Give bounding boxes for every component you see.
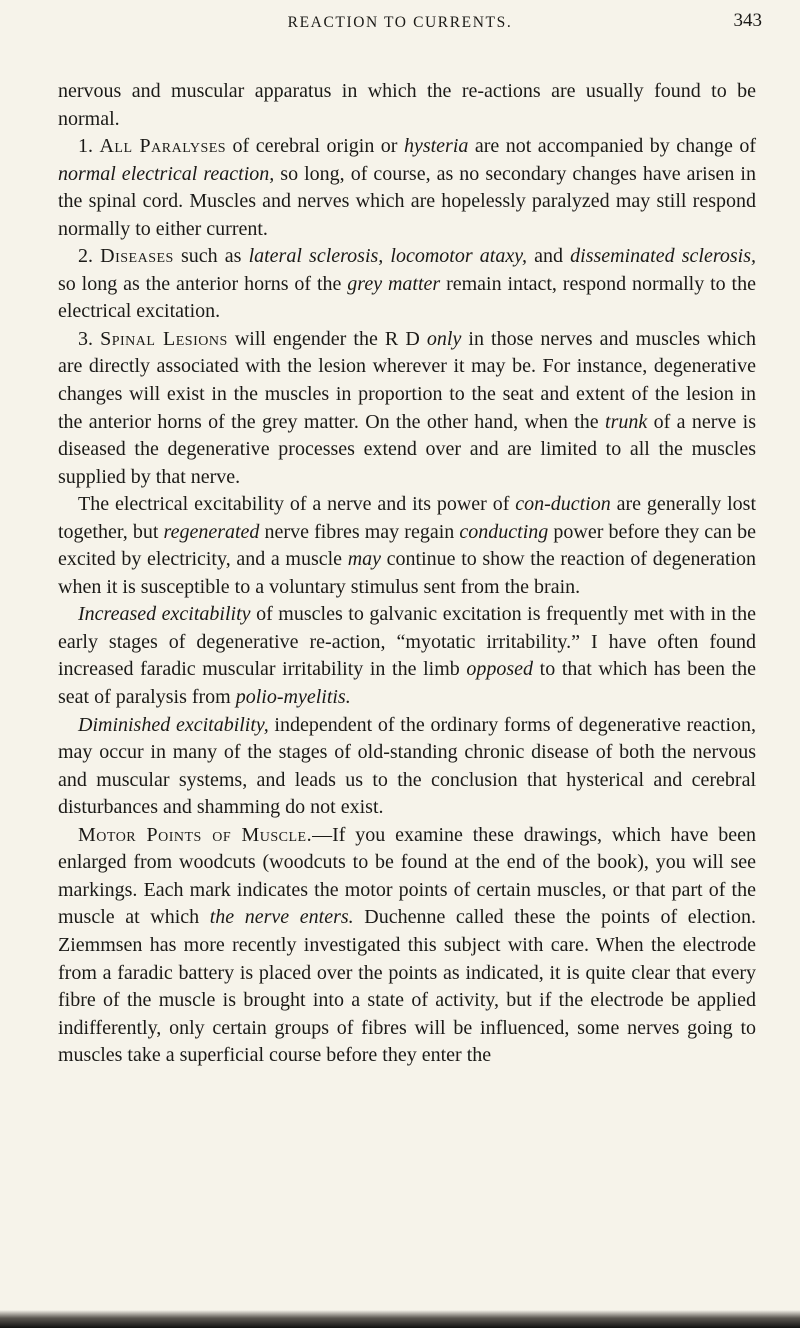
text-run: of cerebral origin or — [226, 135, 404, 158]
text-run: so long as the anterior horns of the — [58, 272, 348, 295]
paragraph-motor-points — [58, 822, 756, 1070]
text-run: nervous and muscular apparatus in which the re-actions are usually found to be normal. — [58, 80, 756, 130]
section-heading: Diseases — [100, 245, 174, 268]
italic-term: Diminished excitability, — [78, 713, 269, 736]
text-run: are generally lost together, but — [58, 493, 756, 543]
text-run: nerve fibres may regain — [259, 520, 460, 543]
paragraph-increased-excitability — [58, 601, 756, 711]
paragraph-diseases — [58, 243, 756, 326]
page-bottom-edge — [0, 1310, 800, 1328]
running-title: REACTION TO CURRENTS. — [287, 14, 513, 31]
text-run: Duchenne called these the points of election. Ziemmsen has more recently investigated this subject with care. When the electrode from a faradic battery is placed over the points as indicated, it is quite clear that every fibre of the muscle is brought into a state of activity, but if the electrode be applied indifferently, only certain groups of fibres will be influenced, some nerves going to muscles take a superficial course before they enter the — [58, 906, 756, 1067]
text-run: such as — [173, 245, 249, 268]
text-run: —If you examine these drawings, which have been enlarged from woodcuts (woodcuts to be found at the end of the book), you will see markings. Each mark indicates the motor points of certain muscles, or that part of the muscle at which — [58, 823, 756, 929]
italic-term: Increased excitability — [78, 603, 251, 626]
item-number: 2. — [78, 245, 93, 268]
text-run: The electrical excitability of a nerve and its power of — [78, 493, 516, 516]
text-run: of a nerve is diseased the degenerative processes extend over and are limited to all the muscles supplied by that nerve. — [58, 410, 757, 488]
page-number: 343 — [733, 10, 762, 31]
section-heading: Spinal Lesions — [100, 327, 228, 350]
paragraph-spinal-lesions — [58, 326, 756, 491]
paragraph-diminished-excitability — [58, 712, 756, 822]
body-text — [58, 78, 756, 1070]
italic-term: trunk — [605, 410, 648, 433]
italic-term: con-duction — [515, 493, 611, 516]
text-run: will engender the R D — [227, 327, 427, 350]
italic-term: conducting — [459, 520, 549, 543]
text-run: remain intact, respond normally to the electrical excitation. — [58, 272, 756, 323]
text-run: continue to show the reaction of degeneration when it is susceptible to a voluntary stimulus sent from the brain. — [58, 548, 756, 598]
paragraph-electrical-excitability — [58, 491, 756, 601]
text-run: so long, of course, as no secondary changes have arisen in the spinal cord. Muscles and nerves which are hopelessly paralyzed may still respond normally to either current. — [58, 162, 756, 240]
text-run: in those nerves and muscles which are directly associated with the lesion wherever it may be. For instance, degenerative changes will exist in the muscles in proportion to the seat and extent of the lesion in the anterior horns of the grey matter. On the other hand, when the — [58, 327, 756, 433]
paragraph-continuation — [58, 78, 756, 133]
italic-term: only — [426, 327, 462, 350]
section-heading: All Paralyses — [99, 135, 227, 158]
italic-term: normal electrical reaction, — [58, 162, 275, 185]
paragraph-all-paralyses — [58, 133, 756, 243]
italic-term: hysteria — [403, 135, 469, 158]
italic-term: opposed — [466, 658, 534, 681]
italic-term: lateral sclerosis, locomotor ataxy, — [248, 245, 527, 268]
item-number: 3. — [78, 327, 93, 350]
text-run: and — [527, 245, 571, 268]
italic-term: regenerated — [163, 520, 260, 543]
italic-term: grey matter — [347, 272, 441, 295]
italic-term: may — [347, 548, 382, 571]
item-number: 1. — [78, 135, 93, 158]
italic-term: polio-myelitis. — [235, 686, 351, 709]
text-run: independent of the ordinary forms of degenerative reaction, may occur in many of the stages of old-standing chronic disease of both the nervous and muscular systems, and leads us to the conclusion that hysterical and cerebral disturbances and shamming do not exist. — [58, 713, 756, 819]
italic-term: disseminated sclerosis, — [570, 245, 756, 268]
italic-term: the nerve enters. — [209, 906, 354, 929]
section-heading: Motor Points of Muscle. — [78, 823, 313, 846]
text-run: are not accompanied by change of — [468, 135, 756, 158]
text-run: to that which has been the seat of paralysis from — [58, 658, 756, 709]
running-header — [0, 8, 800, 44]
text-run: power before they can be excited by electricity, and a muscle — [58, 520, 756, 571]
text-run: of muscles to galvanic excitation is frequently met with in the early stages of degenerative re-action, “myotatic irritability.” I have often found increased faradic muscular irritability in the limb — [58, 603, 756, 681]
